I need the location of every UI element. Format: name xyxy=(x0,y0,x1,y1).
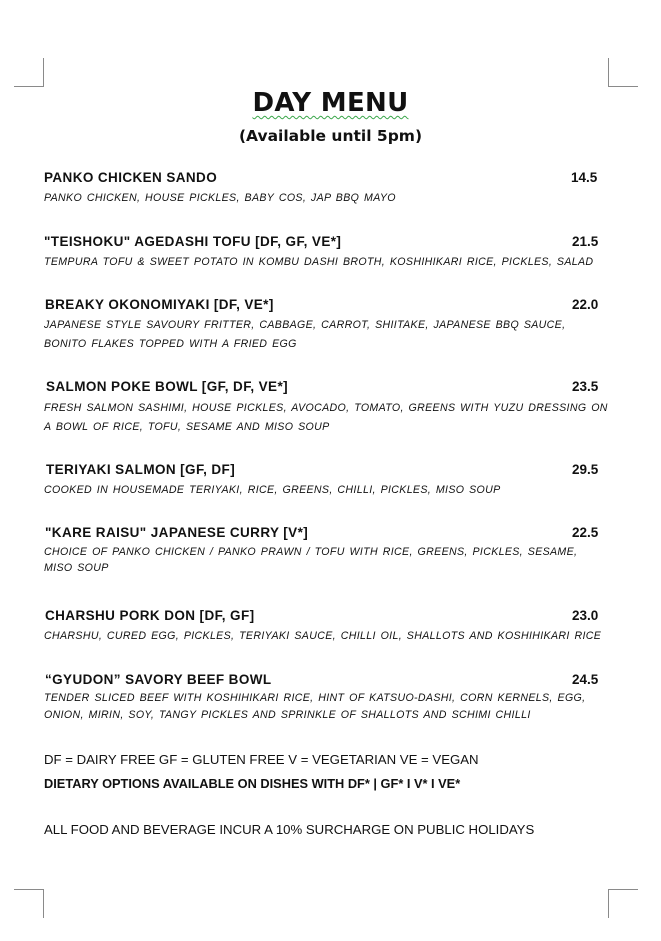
menu-item-name: CHARSHU PORK DON [DF, GF] xyxy=(45,608,255,623)
menu-item-description: PANKO CHICKEN, HOUSE PICKLES, BABY COS, JAP BBQ MAYO xyxy=(44,192,396,204)
crop-mark-bottom-left-v xyxy=(43,889,44,918)
menu-item-description: TEMPURA TOFU & SWEET POTATO IN KOMBU DASHI BROTH, KOSHIHIKARI RICE, PICKLES, SALAD xyxy=(44,256,594,268)
menu-item-description: JAPANESE STYLE SAVOURY FRITTER, CABBAGE, CARROT, SHIITAKE, JAPANESE BBQ SAUCE, BONITO FLAKES TOPPED WITH A FRIED EGG xyxy=(44,319,566,350)
crop-mark-top-left-h xyxy=(14,86,44,87)
surcharge-note: ALL FOOD AND BEVERAGE INCUR A 10% SURCHARGE ON PUBLIC HOLIDAYS xyxy=(44,822,535,837)
menu-item-name: TERIYAKI SALMON [GF, DF] xyxy=(46,462,236,477)
menu-item-name: SALMON POKE BOWL [GF, DF, VE*] xyxy=(46,379,289,394)
menu-item-price: 23.5 xyxy=(572,379,599,394)
menu-item-description: CHARSHU, CURED EGG, PICKLES, TERIYAKI SAUCE, CHILLI OIL, SHALLOTS AND KOSHIHIKARI RICE xyxy=(44,630,602,642)
menu-item-name: BREAKY OKONOMIYAKI [DF, VE*] xyxy=(45,297,274,312)
menu-item-description: FRESH SALMON SASHIMI, HOUSE PICKLES, AVOCADO, TOMATO, GREENS WITH YUZU DRESSING ON A BOWL OF RICE, TOFU, SESAME AND MISO SOUP xyxy=(44,402,608,433)
page-title-text: DAY MENU xyxy=(252,88,409,118)
menu-item-description: COOKED IN HOUSEMADE TERIYAKI, RICE, GREENS, CHILLI, PICKLES, MISO SOUP xyxy=(44,484,501,496)
menu-item-price: 22.5 xyxy=(572,525,599,540)
dietary-legend: DF = DAIRY FREE GF = GLUTEN FREE V = VEGETARIAN VE = VEGAN xyxy=(44,752,479,767)
page-title xyxy=(0,88,661,118)
crop-mark-top-right-v xyxy=(608,58,609,87)
menu-item-price: 29.5 xyxy=(572,462,599,477)
crop-mark-top-left-v xyxy=(43,58,44,87)
menu-item-price: 24.5 xyxy=(572,672,599,687)
menu-item-description: TENDER SLICED BEEF WITH KOSHIHIKARI RICE, HINT OF KATSUO-DASHI, CORN KERNELS, EGG, ONION, MIRIN, SOY, TANGY PICKLES AND SPRINKLE OF SHALLOTS AND SCHIMI CHILLI xyxy=(44,692,586,721)
menu-item-price: 21.5 xyxy=(572,234,599,249)
page-subtitle: (Available until 5pm) xyxy=(238,127,423,145)
crop-mark-bottom-left-h xyxy=(14,889,44,890)
menu-item-name: "TEISHOKU" AGEDASHI TOFU [DF, GF, VE*] xyxy=(44,234,342,249)
crop-mark-bottom-right-h xyxy=(608,889,638,890)
crop-mark-top-right-h xyxy=(608,86,638,87)
dietary-options-note: DIETARY OPTIONS AVAILABLE ON DISHES WITH DF* | GF* I V* I VE* xyxy=(44,776,461,791)
menu-item-name: PANKO CHICKEN SANDO xyxy=(44,170,218,185)
menu-item-price: 23.0 xyxy=(572,608,599,623)
menu-item-name: "KARE RAISU" JAPANESE CURRY [V*] xyxy=(45,525,309,540)
crop-mark-bottom-right-v xyxy=(608,889,609,918)
menu-item-description: CHOICE OF PANKO CHICKEN / PANKO PRAWN / TOFU WITH RICE, GREENS, PICKLES, SESAME, MISO SOUP xyxy=(44,546,578,574)
menu-item-price: 14.5 xyxy=(571,170,598,185)
menu-item-price: 22.0 xyxy=(572,297,599,312)
menu-item-name: “GYUDON” SAVORY BEEF BOWL xyxy=(45,672,272,687)
